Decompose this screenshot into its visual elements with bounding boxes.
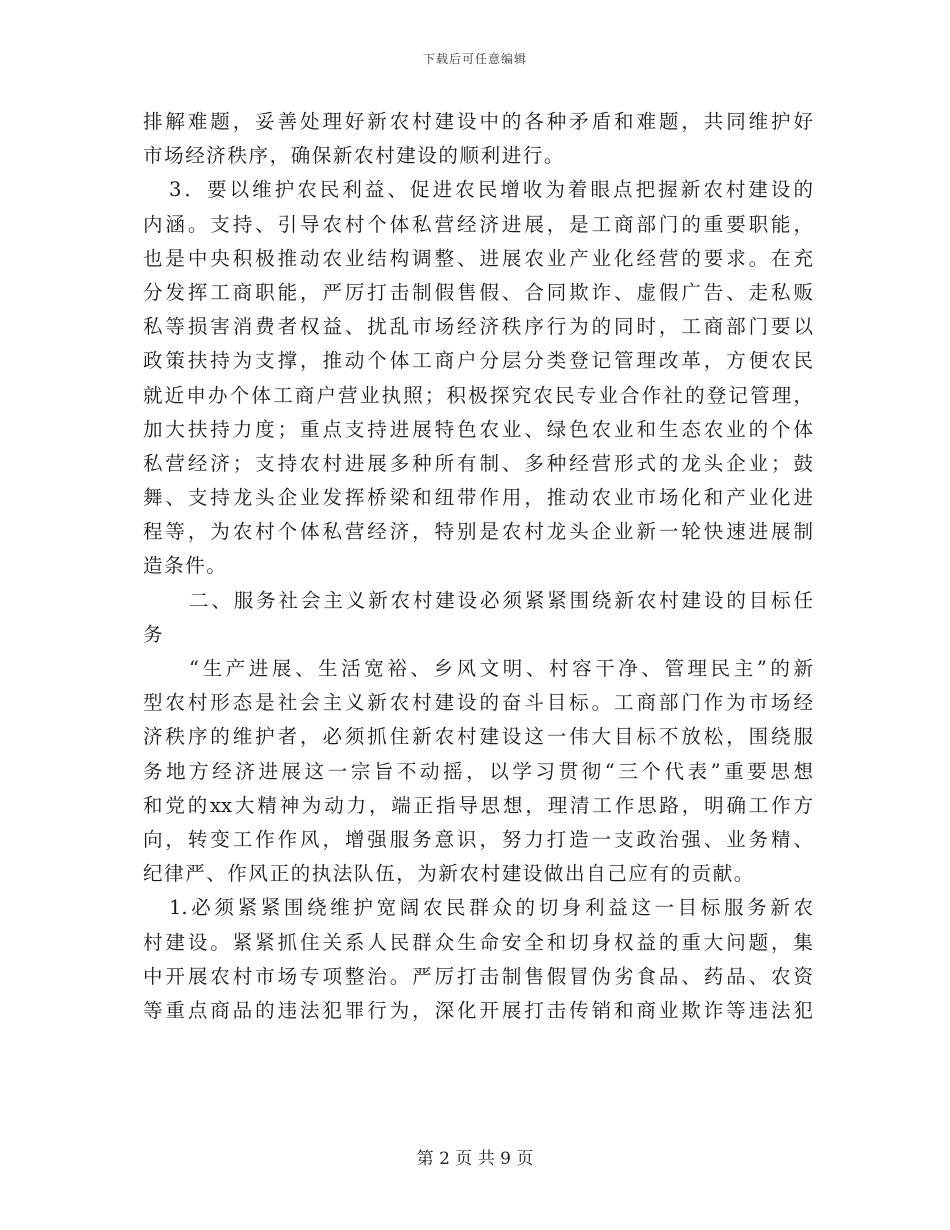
- text-line: 程等，为农村个体私营经济，特别是农村龙头企业新一轮快速进展制: [143, 520, 813, 544]
- text-line: 也是中央积极推动农业结构调整、进展农业产业化经营的要求。在充: [143, 246, 813, 270]
- text-line: 等重点商品的违法犯罪行为，深化开展打击传销和商业欺诈等违法犯: [143, 998, 813, 1022]
- text-line: 私营经济；支持农村进展多种所有制、多种经营形式的龙头企业；鼓: [143, 451, 813, 475]
- text-line: 政策扶持为支撑，推动个体工商户分层分类登记管理改革，方便农民: [143, 349, 813, 373]
- text-line: 3．要以维护农民利益、促进农民增收为着眼点把握新农村建设的: [169, 178, 813, 202]
- text-line: 排解难题，妥善处理好新农村建设中的各种矛盾和难题，共同维护好: [143, 110, 813, 133]
- text-line: 纪律严、作风正的执法队伍，为新农村建设做出自己应有的贡献。: [143, 862, 755, 886]
- text-line: 市场经济秩序，确保新农村建设的顺利进行。: [143, 144, 566, 168]
- page-header: 下载后可任意编辑: [422, 52, 527, 66]
- text-line: 务: [143, 622, 165, 646]
- text-line: 务地方经济进展这一宗旨不动摇，以学习贯彻“三个代表”重要思想: [143, 759, 813, 783]
- text-line: 加大扶持力度；重点支持进展特色农业、绿色农业和生态农业的个体: [143, 417, 813, 441]
- text-line: 中开展农村市场专项整治。严厉打击制售假冒伪劣食品、药品、农资: [143, 964, 813, 988]
- text-line: 村建设。紧紧抓住关系人民群众生命安全和切身权益的重大问题，集: [143, 930, 813, 954]
- text-line: “生产进展、生活宽裕、乡风文明、村容干净、管理民主”的新: [189, 657, 813, 680]
- text-line: 私等损害消费者权益、扰乱市场经济秩序行为的同时，工商部门要以: [143, 315, 813, 339]
- text-line: 就近申办个体工商户营业执照；积极探究农民专业合作社的登记管理，: [143, 383, 813, 407]
- text-line: 二、服务社会主义新农村建设必须紧紧围绕新农村建设的目标任: [189, 588, 813, 612]
- text-line: 分发挥工商职能，严厉打击制假售假、合同欺诈、虚假广告、走私贩: [143, 280, 813, 304]
- text-line: 型农村形态是社会主义新农村建设的奋斗目标。工商部门作为市场经: [143, 691, 813, 715]
- page-number: 第 2 页 共 9 页: [416, 1149, 534, 1169]
- text-line: 舞、支持龙头企业发挥桥梁和纽带作用，推动农业市场化和产业化进: [143, 486, 813, 510]
- document-body: [143, 105, 813, 1028]
- text-line: 和党的xx大精神为动力，端正指导思想，理清工作思路，明确工作方: [143, 793, 813, 817]
- text-line: 济秩序的维护者，必须抓住新农村建设这一伟大目标不放松，围绕服: [143, 725, 813, 749]
- text-line: 1.必须紧紧围绕维护宽阔农民群众的切身利益这一目标服务新农: [169, 896, 813, 920]
- text-line: 向，转变工作作风，增强服务意识，努力打造一支政治强、业务精、: [143, 827, 813, 851]
- text-line: 造条件。: [143, 554, 228, 578]
- text-line: 内涵。支持、引导农村个体私营经济进展，是工商部门的重要职能，: [143, 212, 813, 236]
